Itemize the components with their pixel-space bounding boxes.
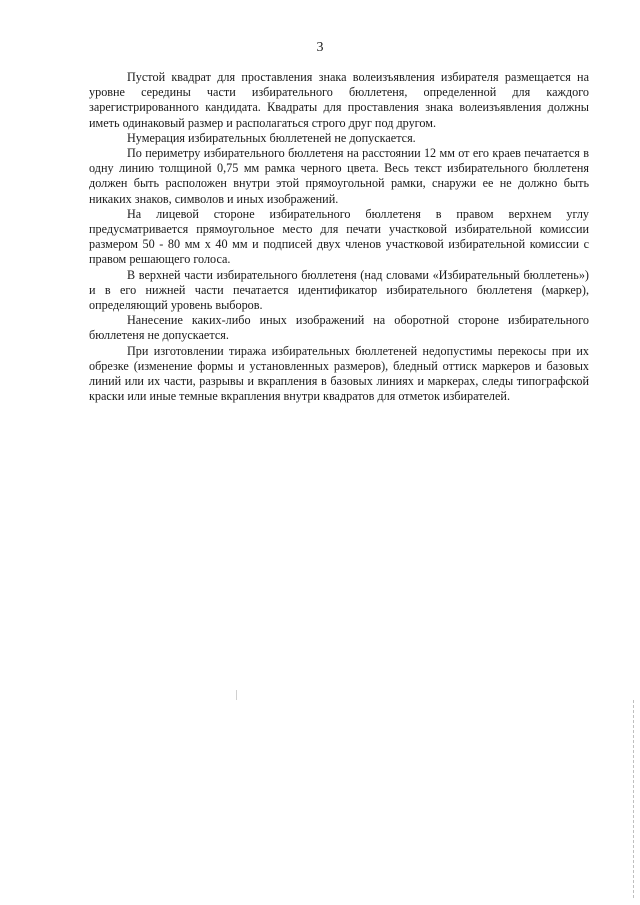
document-body xyxy=(89,70,589,404)
paragraph-stamp-place: На лицевой стороне избирательного бюллетеня в правом верхнем углу предусматривается прямоугольное место для печати участковой избирательной комиссии размером 50 - 80 мм х 40 мм и подписей двух членов участковой избирательной комиссии с правом решающего голоса. xyxy=(89,206,589,267)
paragraph-numbering: Нумерация избирательных бюллетеней не допускается. xyxy=(127,130,416,145)
paragraph-printing-defects: При изготовлении тиража избирательных бюллетеней недопустимы перекосы при их обрезке (изменение формы и установленных размеров), бледный оттиск маркеров и базовых линий или их части, разрывы и вкрапления в базовых линиях и маркерах, следы типографской краски или иные темные вкрапления внутри квадратов для отметок избирателей. xyxy=(89,343,589,404)
page-number: 3 xyxy=(316,40,324,55)
paragraph-marker: В верхней части избирательного бюллетеня (над словами «Избирательный бюллетень») и в его нижней части печатается идентификатор избирательного бюллетеня (маркер), определяющий уровень выборов. xyxy=(89,267,589,313)
scan-artifact-edge xyxy=(633,700,634,900)
paragraph-ballot-square: Пустой квадрат для проставления знака волеизъявления избирателя размещается на уровне середины части избирательного бюллетеня, определенной для каждого зарегистрированного кандидата. Квадраты для проставления знака волеизъявления должны иметь одинаковый размер и располагаться строго друг под другом. xyxy=(89,70,589,130)
paragraph-frame: По периметру избирательного бюллетеня на расстоянии 12 мм от его краев печатается в одну линию толщиной 0,75 мм рамка черного цвета. Весь текст избирательного бюллетеня должен быть расположен внутри этой прямоугольной рамки, снаружи ее не должно быть никаких знаков, символов и иных изображений. xyxy=(89,146,589,206)
paragraph-reverse-side: Нанесение каких-либо иных изображений на оборотной стороне избирательного бюллетеня не допускается. xyxy=(89,313,589,343)
scan-artifact-dot xyxy=(236,690,237,700)
